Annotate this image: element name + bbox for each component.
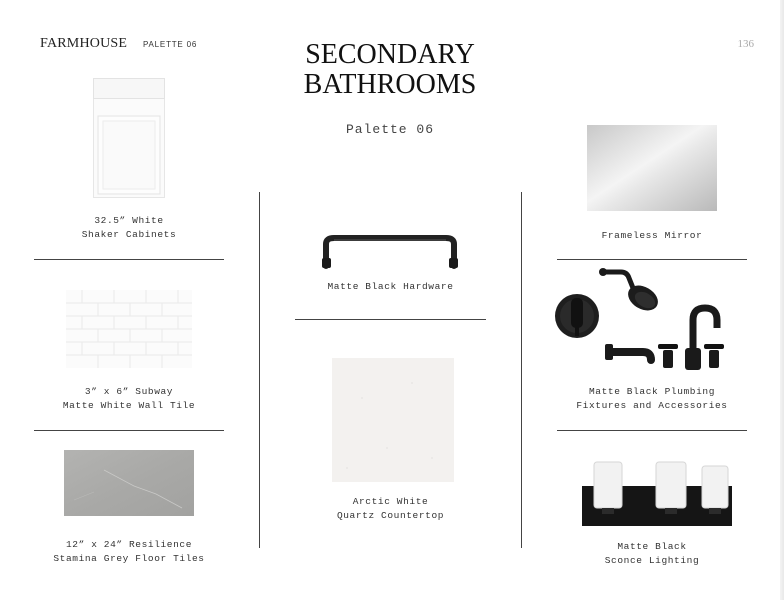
rule-left-1 [34, 259, 224, 260]
caption-countertop-line2: Quartz Countertop [336, 510, 445, 521]
caption-hardware-line1: Matte Black Hardware [327, 281, 454, 292]
column-divider-left [259, 192, 260, 548]
caption-floor-tile-line1: 12” x 24” Resilience [65, 539, 193, 550]
brand-label: FARMHOUSE [40, 36, 128, 51]
page-edge-shadow [780, 0, 784, 600]
caption-wall-tile [34, 385, 224, 413]
caption-countertop [295, 495, 486, 523]
rule-right-1 [557, 259, 747, 260]
page-subtitle: Palette 06 [345, 122, 434, 137]
shaker-cabinet-image [93, 78, 165, 198]
caption-plumbing [557, 385, 747, 413]
palette-tag: PALETTE 06 [143, 40, 198, 49]
column-divider-right [521, 192, 522, 548]
caption-lighting-line1: Matte Black [617, 541, 687, 552]
caption-lighting [557, 540, 747, 568]
caption-plumbing-line1: Matte Black Plumbing [588, 386, 716, 397]
mirror-image [587, 125, 717, 211]
page-title [240, 40, 540, 100]
caption-wall-tile-line1: 3” x 6” Subway [84, 386, 174, 397]
caption-countertop-line1: Arctic White [352, 496, 429, 507]
page-title-line2: BATHROOMS [303, 69, 477, 100]
caption-hardware [295, 280, 486, 294]
caption-plumbing-line2: Fixtures and Accessories [576, 400, 728, 411]
caption-cabinets [34, 214, 224, 242]
rule-left-2 [34, 430, 224, 431]
page-number: 136 [737, 38, 754, 50]
rule-center-1 [295, 319, 486, 320]
caption-mirror [557, 229, 747, 243]
quartz-countertop-image [332, 358, 454, 482]
page-title-line1: SECONDARY [305, 39, 475, 70]
cabinet-pull-image [320, 230, 460, 270]
caption-floor-tile [34, 538, 224, 566]
rule-right-2 [557, 430, 747, 431]
caption-cabinets-line2: Shaker Cabinets [81, 229, 177, 240]
caption-wall-tile-line2: Matte White Wall Tile [62, 400, 196, 411]
subway-tile-image [66, 290, 192, 368]
plumbing-fixtures-image [553, 264, 733, 376]
sconce-lighting-image [582, 460, 732, 526]
caption-mirror-line1: Frameless Mirror [601, 230, 703, 241]
caption-floor-tile-line2: Stamina Grey Floor Tiles [53, 553, 205, 564]
caption-lighting-line2: Sconce Lighting [604, 555, 700, 566]
floor-tile-image [64, 450, 194, 516]
caption-cabinets-line1: 32.5” White [94, 215, 164, 226]
